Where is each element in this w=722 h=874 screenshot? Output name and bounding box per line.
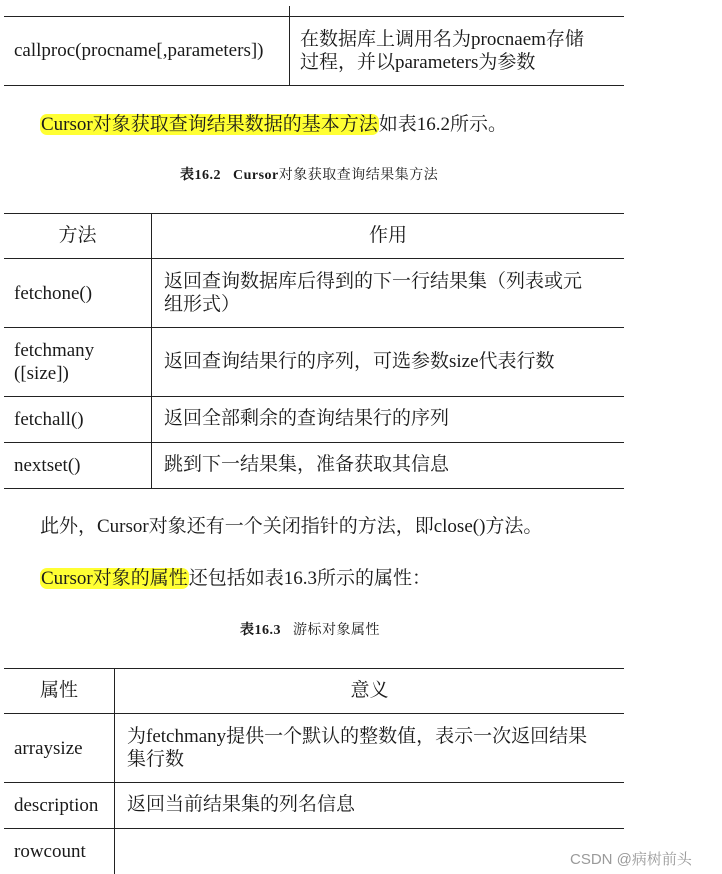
table2-top-border bbox=[4, 213, 624, 214]
table1-method-cell: callproc(procname[,parameters]) bbox=[14, 40, 264, 61]
table-row-attr: rowcount bbox=[14, 841, 86, 862]
caption-title: 对象获取查询结果集方法 bbox=[278, 168, 439, 183]
table2-caption bbox=[180, 167, 438, 185]
table-row-method: nextset() bbox=[14, 455, 81, 476]
table1-desc-line1: 在数据库上调用名为procnaem存储 bbox=[300, 29, 584, 50]
csdn-watermark: CSDN @病树前头 bbox=[570, 851, 692, 868]
table1-bottom-border bbox=[4, 85, 624, 86]
table-row-desc: 跳到下一结果集，准备获取其信息 bbox=[164, 454, 450, 475]
table2-col-divider bbox=[151, 213, 152, 489]
paragraph-fetch-methods-intro bbox=[40, 112, 507, 138]
table-row-desc: 为fetchmany提供一个默认的整数值，表示一次返回结果 bbox=[127, 726, 588, 747]
paragraph-text: 还包括如表16.3所示的属性： bbox=[188, 568, 431, 589]
caption-title: 游标对象属性 bbox=[293, 623, 380, 638]
table1-col-divider bbox=[289, 16, 290, 86]
table3-top-border bbox=[4, 668, 624, 669]
caption-number: 表16.3 bbox=[240, 623, 281, 638]
table2-header-method: 方法 bbox=[58, 225, 97, 246]
table-row-desc: 集行数 bbox=[127, 749, 185, 770]
table3-caption bbox=[240, 622, 380, 640]
table-row-method: fetchall() bbox=[14, 409, 84, 430]
table-row-desc: 返回查询数据库后得到的下一行结果集（列表或元 bbox=[164, 271, 583, 292]
table-row-attr: description bbox=[14, 795, 99, 816]
table2-bottom-border bbox=[4, 488, 624, 489]
table-row-desc: 返回全部剩余的查询结果行的序列 bbox=[164, 408, 450, 429]
highlighted-text: Cursor对象获取查询结果数据的基本方法 bbox=[41, 114, 378, 135]
table-row-desc: 组形式） bbox=[164, 294, 241, 315]
table3-header-meaning: 意义 bbox=[350, 680, 389, 701]
table1-divider-top bbox=[289, 6, 290, 16]
caption-cursor: Cursor bbox=[233, 168, 279, 183]
paragraph-text: 如表16.2所示。 bbox=[378, 114, 507, 135]
paragraph-attributes-intro bbox=[40, 566, 431, 592]
paragraph-close-method: 此外，Cursor对象还有一个关闭指针的方法，即close()方法。 bbox=[40, 516, 543, 537]
table-row-method: ([size]) bbox=[14, 363, 69, 384]
highlighted-text: Cursor对象的属性 bbox=[41, 568, 188, 589]
table-row-desc: 返回查询结果行的序列，可选参数size代表行数 bbox=[164, 351, 555, 372]
table2-header-purpose: 作用 bbox=[368, 225, 407, 246]
caption-number: 表16.2 bbox=[180, 168, 221, 183]
table3-header-attribute: 属性 bbox=[39, 680, 78, 701]
table-row-desc: 返回当前结果集的列名信息 bbox=[127, 794, 356, 815]
table-row-method: fetchmany bbox=[14, 340, 95, 361]
table1-desc-line2: 过程，并以parameters为参数 bbox=[300, 52, 536, 73]
table-row-method: fetchone() bbox=[14, 283, 93, 304]
table-row-attr: arraysize bbox=[14, 738, 83, 759]
table1-top-border bbox=[4, 16, 624, 17]
